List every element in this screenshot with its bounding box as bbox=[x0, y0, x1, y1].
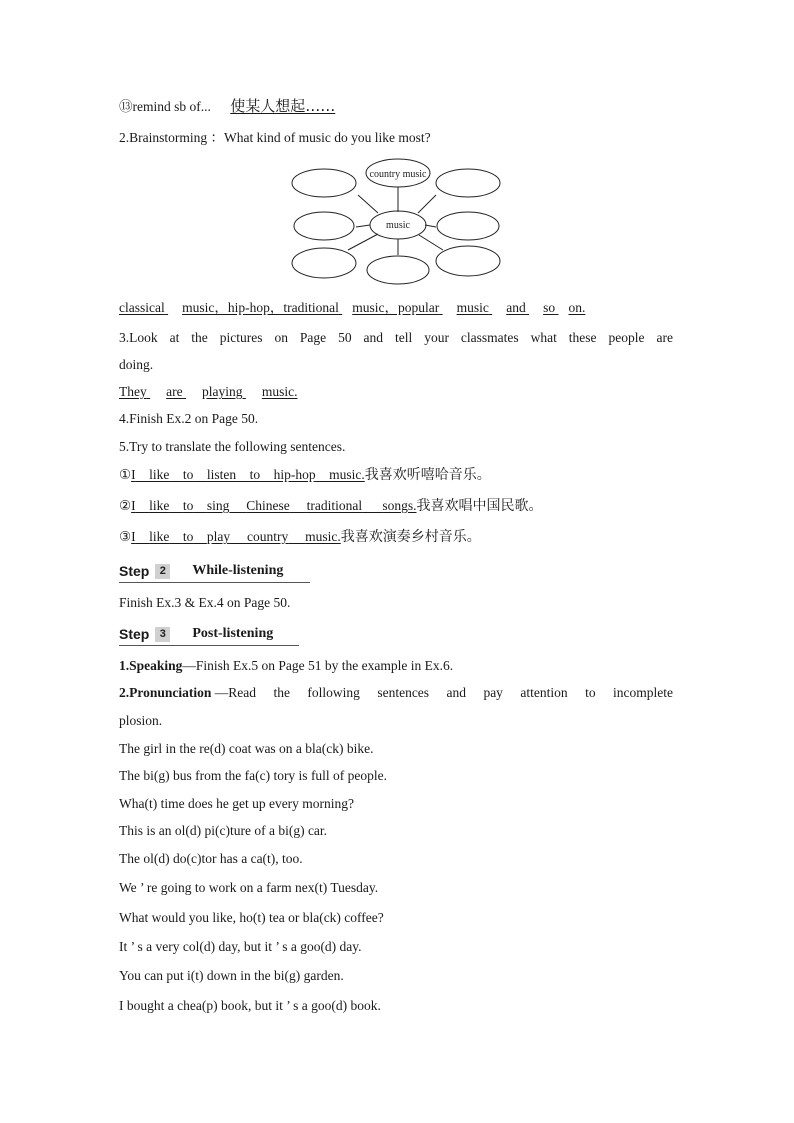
answer-part: on. bbox=[568, 300, 586, 315]
answer-part: so bbox=[543, 300, 556, 315]
word: your bbox=[424, 330, 449, 345]
word: and bbox=[446, 685, 466, 700]
speaking-number: 1 bbox=[119, 658, 126, 673]
item-13-answer: 使某人想起…… bbox=[230, 97, 336, 115]
step-number-badge: 2 bbox=[155, 564, 170, 579]
word: to bbox=[585, 685, 596, 700]
plosion-sentence: This is an ol(d) pi(c)ture of a bi(g) car. bbox=[119, 823, 328, 838]
word: attention bbox=[520, 685, 568, 700]
word: Page bbox=[299, 330, 327, 345]
sentence-3 bbox=[119, 528, 481, 546]
plosion-sentence: I bought a chea(p) book, but it ’ s a goo(d) book. bbox=[119, 998, 381, 1013]
blank-oval bbox=[292, 169, 356, 197]
word: are bbox=[656, 330, 673, 345]
word: playing bbox=[201, 384, 243, 399]
blank-oval bbox=[294, 212, 354, 240]
plosion-sentence: The ol(d) do(c)tor has a ca(t), too. bbox=[119, 851, 303, 866]
plosion-sentence: The girl in the re(d) coat was on a bla(ck) bike. bbox=[119, 741, 374, 756]
word: pictures bbox=[219, 330, 263, 345]
step-3-rule bbox=[119, 645, 299, 646]
sentence-english: I like to play country music. bbox=[131, 529, 341, 544]
word: music. bbox=[261, 384, 298, 399]
brainstorm-diagram bbox=[288, 155, 504, 285]
blank-oval bbox=[292, 248, 356, 278]
answer-part: classical bbox=[119, 300, 165, 315]
answer-part: and bbox=[506, 300, 526, 315]
step-number-badge: 3 bbox=[155, 627, 170, 642]
sentence-english: I like to sing Chinese traditional songs. bbox=[131, 498, 417, 513]
sentence-1 bbox=[119, 466, 491, 484]
step-2-rule bbox=[119, 582, 310, 583]
word: 50 bbox=[338, 330, 352, 345]
speaking-line bbox=[119, 657, 453, 675]
speaking-text: —Finish Ex.5 on Page 51 by the example in Ex.6. bbox=[182, 658, 454, 673]
item-3-answer bbox=[119, 383, 297, 401]
plosion-sentence: The bi(g) bus from the fa(c) tory is full of people. bbox=[119, 768, 388, 783]
word: are bbox=[166, 384, 183, 399]
plosion-sentence: It ’ s a very col(d) day, but it ’ s a goo(d) day. bbox=[119, 939, 362, 954]
blank-oval bbox=[367, 256, 429, 284]
sentence-chinese: 我喜欢唱中国民歌。 bbox=[416, 498, 543, 514]
connector-line bbox=[356, 225, 370, 227]
country-music-label: country music bbox=[369, 169, 427, 180]
word: tell bbox=[395, 330, 413, 345]
answer-part: music，popular bbox=[352, 300, 440, 315]
step-word: Step bbox=[119, 563, 150, 579]
blank-oval bbox=[436, 169, 500, 197]
word: what bbox=[530, 330, 557, 345]
connector-line bbox=[419, 235, 443, 250]
step-2-text: Finish Ex.3 & Ex.4 on Page 50. bbox=[119, 595, 291, 610]
plosion-sentence: What would you like, ho(t) tea or bla(ck) coffee? bbox=[119, 910, 384, 925]
answer-part: music，hip-hop，traditional bbox=[182, 300, 339, 315]
pronunciation-line1 bbox=[119, 684, 673, 702]
music-center-label: music bbox=[386, 220, 410, 231]
sentence-number: ① bbox=[119, 467, 132, 482]
speaking-label: .Speaking bbox=[125, 658, 183, 673]
step-title: Post-listening bbox=[192, 626, 274, 641]
word: pay bbox=[483, 685, 503, 700]
connector-line bbox=[425, 225, 436, 227]
sentence-2 bbox=[119, 497, 543, 515]
item-4: 4.Finish Ex.2 on Page 50. bbox=[119, 411, 259, 426]
item-3-line2: doing. bbox=[119, 357, 154, 372]
pronunciation-label: 2.Pronunciation —Read bbox=[119, 685, 257, 700]
sentence-english: I like to listen to hip-hop music. bbox=[131, 467, 365, 482]
answer-part: music bbox=[456, 300, 489, 315]
sentence-number: ③ bbox=[119, 529, 132, 544]
plosion-sentence: We ’ re going to work on a farm nex(t) Tuesday. bbox=[119, 880, 379, 895]
word: sentences bbox=[377, 685, 430, 700]
plosion-sentence: You can put i(t) down in the bi(g) garden. bbox=[119, 968, 344, 983]
blank-oval bbox=[436, 246, 500, 276]
item-13-text: remind sb of... bbox=[132, 99, 211, 114]
connector-line bbox=[348, 234, 378, 250]
connector-line bbox=[418, 195, 436, 213]
word: the bbox=[191, 330, 208, 345]
blank-oval bbox=[437, 212, 499, 240]
sentence-chinese: 我喜欢演奏乡村音乐。 bbox=[340, 529, 481, 545]
item-5: 5.Try to translate the following sentences. bbox=[119, 439, 346, 454]
sentence-chinese: 我喜欢听嘻哈音乐。 bbox=[364, 467, 491, 483]
item-13-number: ⑬ bbox=[119, 99, 133, 114]
connector-line bbox=[358, 195, 378, 213]
word: and bbox=[363, 330, 384, 345]
step-3-heading bbox=[119, 623, 273, 645]
word: these bbox=[568, 330, 597, 345]
word: They bbox=[119, 384, 147, 399]
word: 3.Look bbox=[119, 330, 158, 345]
word: classmates bbox=[460, 330, 519, 345]
word: the bbox=[273, 685, 290, 700]
word: following bbox=[307, 685, 360, 700]
item-13 bbox=[119, 97, 335, 116]
word: at bbox=[169, 330, 180, 345]
step-title: While-listening bbox=[192, 563, 284, 578]
step-word: Step bbox=[119, 626, 150, 642]
word: on bbox=[274, 330, 288, 345]
step-2-heading bbox=[119, 560, 283, 582]
pronunciation-line2: plosion. bbox=[119, 713, 163, 728]
word: people bbox=[608, 330, 645, 345]
sentence-number: ② bbox=[119, 498, 132, 513]
word: incomplete bbox=[613, 685, 673, 700]
item-2-answer bbox=[119, 299, 585, 317]
item-3-line1 bbox=[119, 329, 673, 347]
plosion-sentence: Wha(t) time does he get up every morning? bbox=[119, 796, 355, 811]
item-2-label: 2.Brainstorming ：What kind of music do you like most? bbox=[119, 130, 431, 145]
